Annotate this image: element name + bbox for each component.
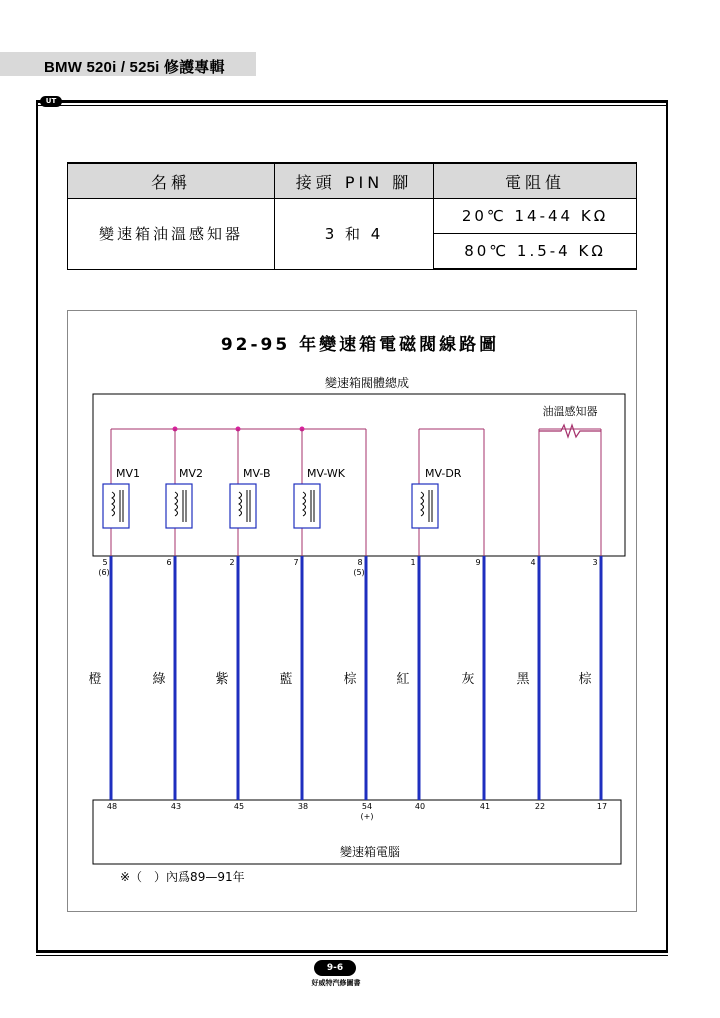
- solenoid-icon: [103, 484, 129, 528]
- valve-label: MV-WK: [307, 467, 345, 480]
- valve-label: MV2: [179, 467, 204, 480]
- wire-color-label: 棕: [578, 672, 592, 687]
- harness-wires: [88, 556, 607, 821]
- wire-color-label: 棕: [343, 672, 357, 687]
- top-pin-label: 2: [229, 558, 235, 567]
- bottom-pin-label: 17: [596, 802, 608, 811]
- solenoid-icon: [294, 484, 320, 528]
- bottom-pin-label: 54: [361, 802, 373, 811]
- note-text: ※（ ）內爲89—91年: [120, 870, 245, 884]
- top-pin-label: 4: [530, 558, 536, 567]
- bottom-pin-label: 45: [233, 802, 245, 811]
- top-pin-label: 7: [293, 558, 299, 567]
- solenoid-icon: [166, 484, 192, 528]
- col-name-header: 名稱: [68, 163, 275, 199]
- wire-color-label: 橙: [88, 672, 102, 687]
- component-name: 變速箱油溫感知器: [68, 199, 275, 270]
- valve-body-label: 變速箱閥體總成: [324, 376, 410, 390]
- col-resistance-header: 電阻值: [434, 163, 637, 199]
- publisher-logo: UT: [40, 96, 62, 107]
- bottom-rule-thin: [36, 955, 668, 956]
- valve-label: MV-DR: [425, 467, 462, 480]
- bottom-rule: [36, 950, 668, 953]
- top-pin-label: 3: [592, 558, 598, 567]
- valve-body-box: [93, 394, 625, 556]
- wire-color-label: 紫: [215, 672, 229, 687]
- pin-numbers: 3 和 4: [275, 199, 434, 270]
- sensor-label: 油溫感知器: [542, 405, 598, 418]
- resistance-20c: 20℃ 14-44 KΩ: [434, 199, 637, 234]
- top-pin-alt-label: (6): [98, 568, 110, 577]
- resistor-icon: [539, 425, 601, 437]
- page-number: 9-6: [314, 960, 356, 976]
- wire-color-label: 綠: [152, 672, 166, 687]
- top-pin-label: 6: [166, 558, 172, 567]
- wire-color-label: 藍: [279, 672, 293, 687]
- bottom-pin-alt-label: (+): [360, 812, 374, 821]
- top-pin-label: 5: [102, 558, 108, 567]
- diagram-title: 92-95 年變速箱電磁閥線路圖: [220, 335, 500, 355]
- solenoid-icon: [412, 484, 438, 528]
- solenoid-valves: [103, 429, 462, 556]
- top-pin-label: 8: [357, 558, 363, 567]
- wire-color-label: 黑: [516, 672, 530, 687]
- col-pin-header: 接頭 PIN 腳: [275, 163, 434, 199]
- valve-label: MV-B: [243, 467, 271, 480]
- top-pin-alt-label: (5): [353, 568, 365, 577]
- top-pin-label: 9: [475, 558, 481, 567]
- wire-color-label: 紅: [396, 672, 410, 687]
- bottom-pin-label: 43: [170, 802, 182, 811]
- valve-label: MV1: [116, 467, 141, 480]
- bottom-pin-label: 22: [534, 802, 546, 811]
- bottom-pin-label: 48: [106, 802, 118, 811]
- bottom-pin-label: 40: [414, 802, 426, 811]
- bottom-pin-label: 38: [297, 802, 309, 811]
- top-pin-label: 1: [410, 558, 416, 567]
- book-title: BMW 520i / 525i 修護專輯: [44, 59, 225, 76]
- publisher-name: 好威特汽修圖書: [311, 979, 361, 987]
- bottom-pin-label: 41: [479, 802, 491, 811]
- solenoid-icon: [230, 484, 256, 528]
- tcu-label: 變速箱電腦: [339, 845, 401, 859]
- wire-color-label: 灰: [461, 672, 475, 687]
- resistance-80c: 80℃ 1.5-4 KΩ: [434, 234, 637, 270]
